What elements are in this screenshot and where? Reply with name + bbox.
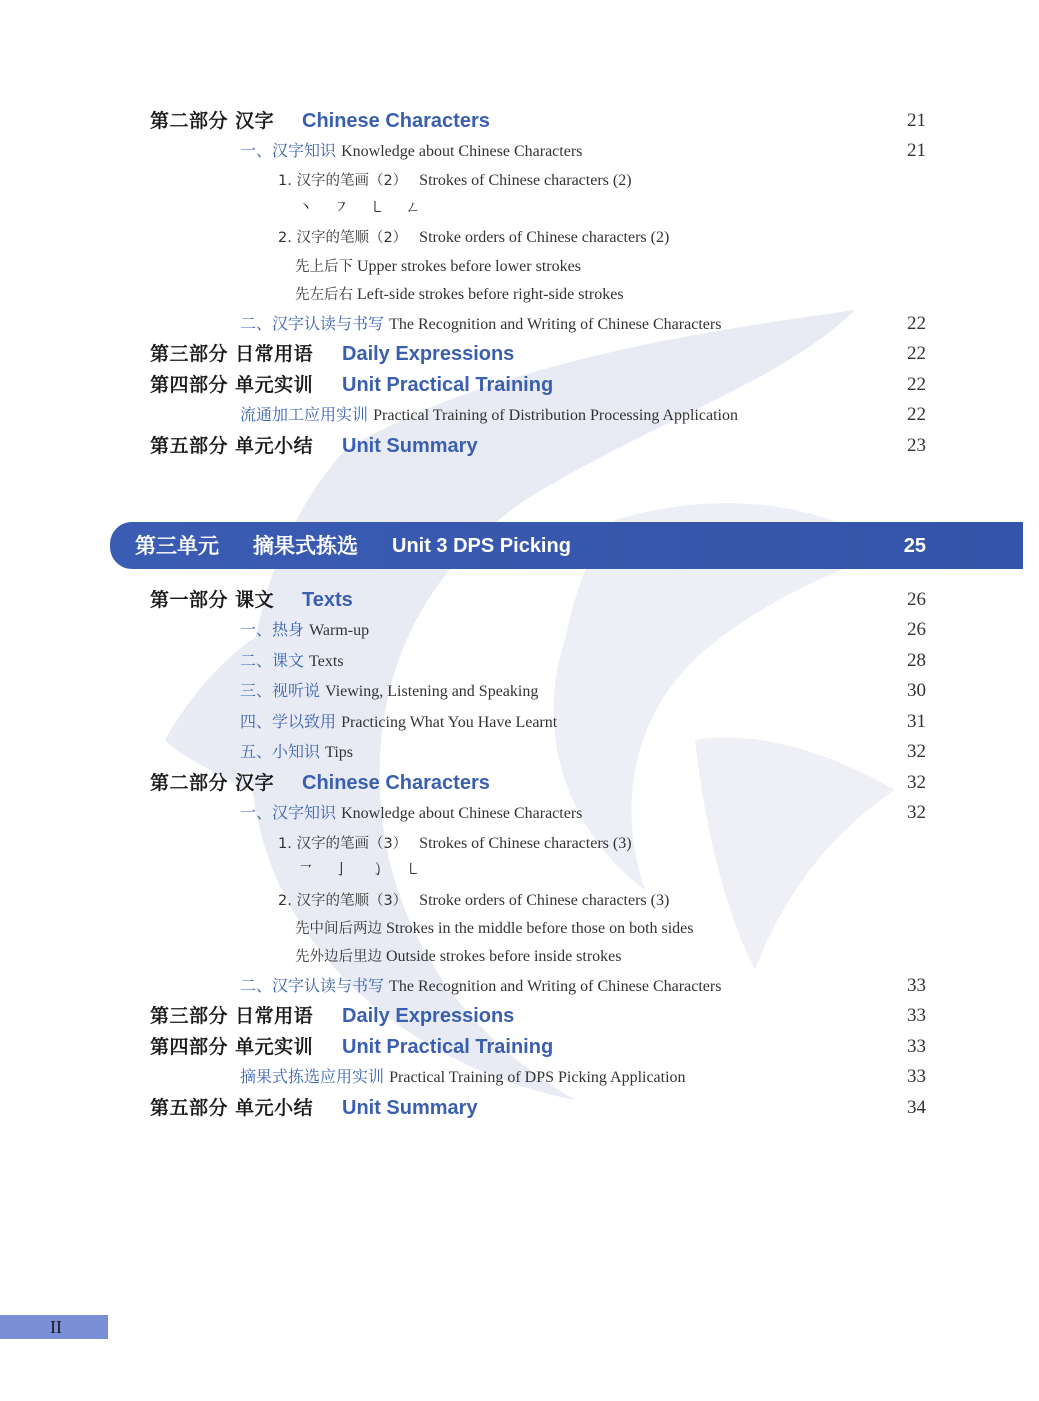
part-title: Chinese Characters (302, 110, 490, 132)
stroke-glyphs (0, 192, 1039, 222)
toc-part-unit-summary[interactable] (0, 1093, 1039, 1123)
section-title: The Recognition and Writing of Chinese Characters (389, 316, 722, 333)
rule-label: 先左后右 (295, 287, 353, 303)
folio-tab (0, 1315, 108, 1339)
toc-section-recognition[interactable] (0, 971, 1039, 1001)
toc-rule (0, 279, 1039, 309)
subitem-label: 1. 汉字的笔画（3） (278, 836, 408, 852)
rule-label: 先上后下 (295, 259, 353, 275)
part-label: 第四部分 单元实训 (150, 374, 314, 396)
part-title: Unit Summary (342, 435, 478, 457)
page-number: 22 (907, 374, 926, 395)
toc-rule (0, 941, 1039, 971)
page-number: 33 (907, 975, 926, 996)
stroke-glyph-list: ㇖ 亅 ㇁ ㇄ (298, 860, 429, 878)
section-title: The Recognition and Writing of Chinese Characters (389, 978, 722, 995)
folio-number: II (50, 1317, 62, 1337)
subitem-label: 2. 汉字的笔顺（3） (278, 893, 408, 909)
toc-part-practical-training[interactable] (0, 1032, 1039, 1062)
part-label: 第二部分 汉字 (150, 110, 275, 132)
part-label: 第五部分 单元小结 (150, 1097, 314, 1119)
toc-rule (0, 913, 1039, 943)
toc-section-texts[interactable] (0, 646, 1039, 676)
toc-section-training[interactable] (0, 1062, 1039, 1092)
part-label: 第二部分 汉字 (150, 772, 275, 794)
part-title: Chinese Characters (302, 772, 490, 794)
subitem-title: Stroke orders of Chinese characters (2) (419, 229, 670, 246)
unit-title-en: Unit 3 DPS Picking (392, 535, 571, 557)
section-title: Texts (309, 653, 344, 670)
page-number: 22 (907, 404, 926, 425)
page-number: 34 (907, 1097, 926, 1118)
section-title: Viewing, Listening and Speaking (325, 683, 539, 700)
page-number: 22 (907, 313, 926, 334)
section-title: Practical Training of Distribution Processing Application (373, 407, 738, 424)
section-label: 四、学以致用 (240, 712, 337, 731)
page-number: 26 (907, 589, 926, 610)
toc-section-knowledge[interactable] (0, 798, 1039, 828)
page-number: 33 (907, 1066, 926, 1087)
toc-section-warmup[interactable] (0, 615, 1039, 645)
rule-title: Outside strokes before inside strokes (386, 948, 622, 965)
section-label: 二、汉字认读与书写 (240, 314, 385, 333)
unit-number: 第三单元 (135, 534, 219, 558)
section-label: 流通加工应用实训 (240, 405, 369, 424)
toc-part-daily-expressions[interactable] (0, 339, 1039, 369)
page-number: 32 (907, 741, 926, 762)
page-number: 26 (907, 619, 926, 640)
toc-part-chinese-characters[interactable] (0, 106, 1039, 136)
section-label: 一、汉字知识 (240, 803, 337, 822)
part-title: Unit Summary (342, 1097, 478, 1119)
part-title: Texts (302, 589, 353, 611)
part-title: Daily Expressions (342, 1005, 515, 1027)
section-label: 一、汉字知识 (240, 141, 337, 160)
part-title: Unit Practical Training (342, 374, 554, 396)
section-label: 三、视听说 (240, 681, 321, 700)
toc-section-tips[interactable] (0, 737, 1039, 767)
toc-part-daily-expressions[interactable] (0, 1001, 1039, 1031)
subitem-label: 2. 汉字的笔顺（2） (278, 230, 408, 246)
subitem-title: Strokes of Chinese characters (3) (419, 835, 632, 852)
page-number: 32 (907, 772, 926, 793)
toc-subitem-stroke-order (0, 885, 1039, 915)
unit-page-number: 25 (903, 535, 926, 557)
page-number: 28 (907, 650, 926, 671)
toc-section-training[interactable] (0, 400, 1039, 430)
toc-subitem-strokes (0, 165, 1039, 195)
page-number: 23 (907, 435, 926, 456)
section-label: 一、热身 (240, 620, 305, 639)
toc-subitem-stroke-order (0, 222, 1039, 252)
rule-title: Left-side strokes before right-side strokes (357, 286, 624, 303)
page-number: 32 (907, 802, 926, 823)
page-number: 22 (907, 343, 926, 364)
section-title: Tips (325, 744, 353, 761)
toc-part-unit-summary[interactable] (0, 431, 1039, 461)
section-title: Warm-up (309, 622, 370, 639)
toc-section-recognition[interactable] (0, 309, 1039, 339)
toc-part-texts[interactable] (0, 585, 1039, 615)
section-label: 五、小知识 (240, 742, 321, 761)
section-title: Knowledge about Chinese Characters (341, 805, 583, 822)
toc-rule (0, 251, 1039, 281)
rule-label: 先中间后两边 (295, 921, 382, 937)
rule-label: 先外边后里边 (295, 949, 382, 965)
section-title: Practicing What You Have Learnt (341, 714, 558, 731)
unit-title: 摘果式拣选 (253, 534, 358, 558)
toc-part-chinese-characters[interactable] (0, 768, 1039, 798)
section-label: 二、汉字认读与书写 (240, 976, 385, 995)
toc-section-knowledge[interactable] (0, 136, 1039, 166)
rule-title: Strokes in the middle before those on both sides (386, 920, 694, 937)
toc-section-viewing[interactable] (0, 676, 1039, 706)
page-number: 33 (907, 1005, 926, 1026)
toc-part-practical-training[interactable] (0, 370, 1039, 400)
part-label: 第五部分 单元小结 (150, 435, 314, 457)
part-title: Unit Practical Training (342, 1036, 554, 1058)
toc-section-practicing[interactable] (0, 707, 1039, 737)
unit-banner[interactable] (110, 522, 1023, 569)
section-title: Practical Training of DPS Picking Application (389, 1069, 686, 1086)
stroke-glyph-list: 丶 ㇇ ㇄ ㄥ (298, 198, 429, 216)
rule-title: Upper strokes before lower strokes (357, 258, 581, 275)
section-title: Knowledge about Chinese Characters (341, 143, 583, 160)
section-label: 摘果式拣选应用实训 (240, 1067, 385, 1086)
subitem-label: 1. 汉字的笔画（2） (278, 173, 408, 189)
page-number: 30 (907, 680, 926, 701)
part-title: Daily Expressions (342, 343, 515, 365)
subitem-title: Stroke orders of Chinese characters (3) (419, 892, 670, 909)
part-label: 第四部分 单元实训 (150, 1036, 314, 1058)
part-label: 第三部分 日常用语 (150, 343, 314, 365)
part-label: 第一部分 课文 (150, 589, 275, 611)
page-number: 21 (907, 140, 926, 161)
part-label: 第三部分 日常用语 (150, 1005, 314, 1027)
page-number: 21 (907, 110, 926, 131)
stroke-glyphs (0, 854, 1039, 884)
section-label: 二、课文 (240, 651, 305, 670)
page-number: 31 (907, 711, 926, 732)
page-number: 33 (907, 1036, 926, 1057)
subitem-title: Strokes of Chinese characters (2) (419, 172, 632, 189)
